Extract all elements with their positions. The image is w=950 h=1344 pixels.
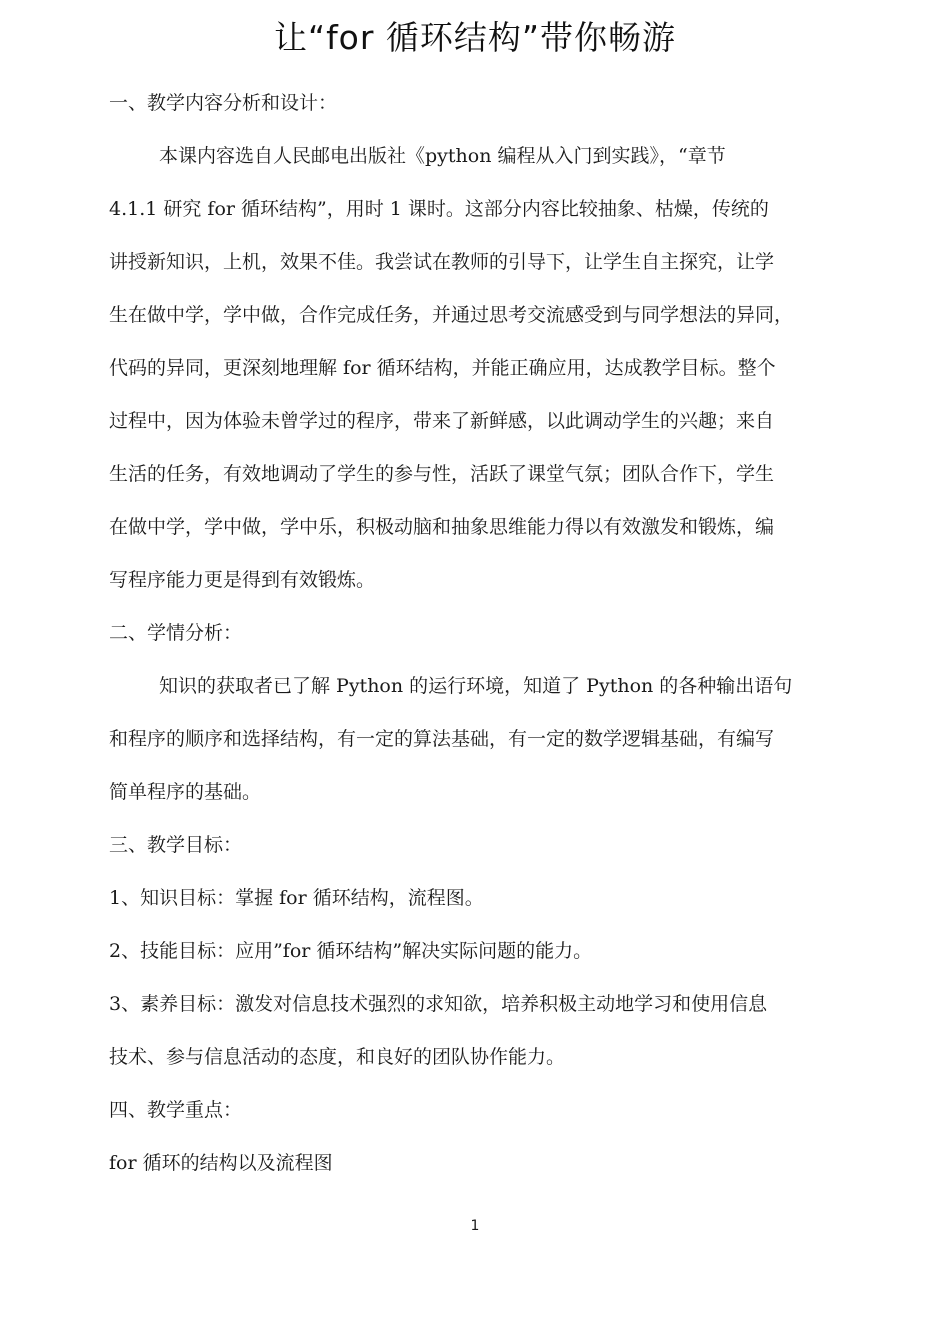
paragraph-line: 本课内容选自人民邮电出版社《python 编程从入门到实践》，“章节: [159, 145, 726, 167]
paragraph-line: 写程序能力更是得到有效锻炼。: [109, 569, 376, 591]
paragraph-line: 4.1.1 研究 for 循环结构”，用时 1 课时。这部分内容比较抽象、枯燥，传统的: [109, 198, 769, 220]
paragraph-line: 过程中，因为体验未曾学过的程序，带来了新鲜感，以此调动学生的兴趣；来自: [109, 410, 775, 432]
paragraph-line: 代码的异同，更深刻地理解 for 循环结构，并能正确应用，达成教学目标。整个: [109, 357, 776, 379]
paragraph-line: 在做中学，学中做，学中乐，积极动脑和抽象思维能力得以有效激发和锻炼，编: [109, 516, 775, 538]
page-number: 1: [470, 1218, 480, 1234]
goal-skill: 2、技能目标：应用”for 循环结构”解决实际问题的能力。: [109, 940, 593, 962]
key-point-line: for 循环的结构以及流程图: [109, 1152, 333, 1174]
section-heading-key-points: 四、教学重点：: [109, 1099, 243, 1121]
paragraph-content-analysis: [109, 130, 835, 607]
paragraph-line: 和程序的顺序和选择结构，有一定的算法基础，有一定的数学逻辑基础，有编写: [109, 728, 775, 750]
paragraph-learner-analysis: [109, 660, 835, 819]
paragraph-line: 生活的任务，有效地调动了学生的参与性，活跃了课堂气氛；团队合作下，学生: [109, 463, 775, 485]
section-heading-content-analysis: 一、教学内容分析和设计：: [109, 92, 338, 114]
document-title: 让“for 循环结构”带你畅游: [273, 18, 677, 57]
goal-literacy-line: 3、素养目标：激发对信息技术强烈的求知欲，培养积极主动地学习和使用信息: [109, 993, 768, 1015]
section-heading-teaching-goals: 三、教学目标：: [109, 834, 243, 856]
document-body: [109, 77, 835, 1190]
goal-knowledge: 1、知识目标：掌握 for 循环结构，流程图。: [109, 887, 484, 909]
paragraph-line: 讲授新知识，上机，效果不佳。我尝试在教师的引导下，让学生自主探究，让学: [109, 251, 775, 273]
section-heading-learner-analysis: 二、学情分析：: [109, 622, 243, 644]
goal-literacy-line: 技术、参与信息活动的态度，和良好的团队协作能力。: [109, 1046, 566, 1068]
paragraph-line: 知识的获取者已了解 Python 的运行环境，知道了 Python 的各种输出语句: [159, 675, 793, 697]
paragraph-line: 生在做中学，学中做，合作完成任务，并通过思考交流感受到与同学想法的异同，: [109, 304, 794, 326]
paragraph-line: 简单程序的基础。: [109, 781, 262, 803]
